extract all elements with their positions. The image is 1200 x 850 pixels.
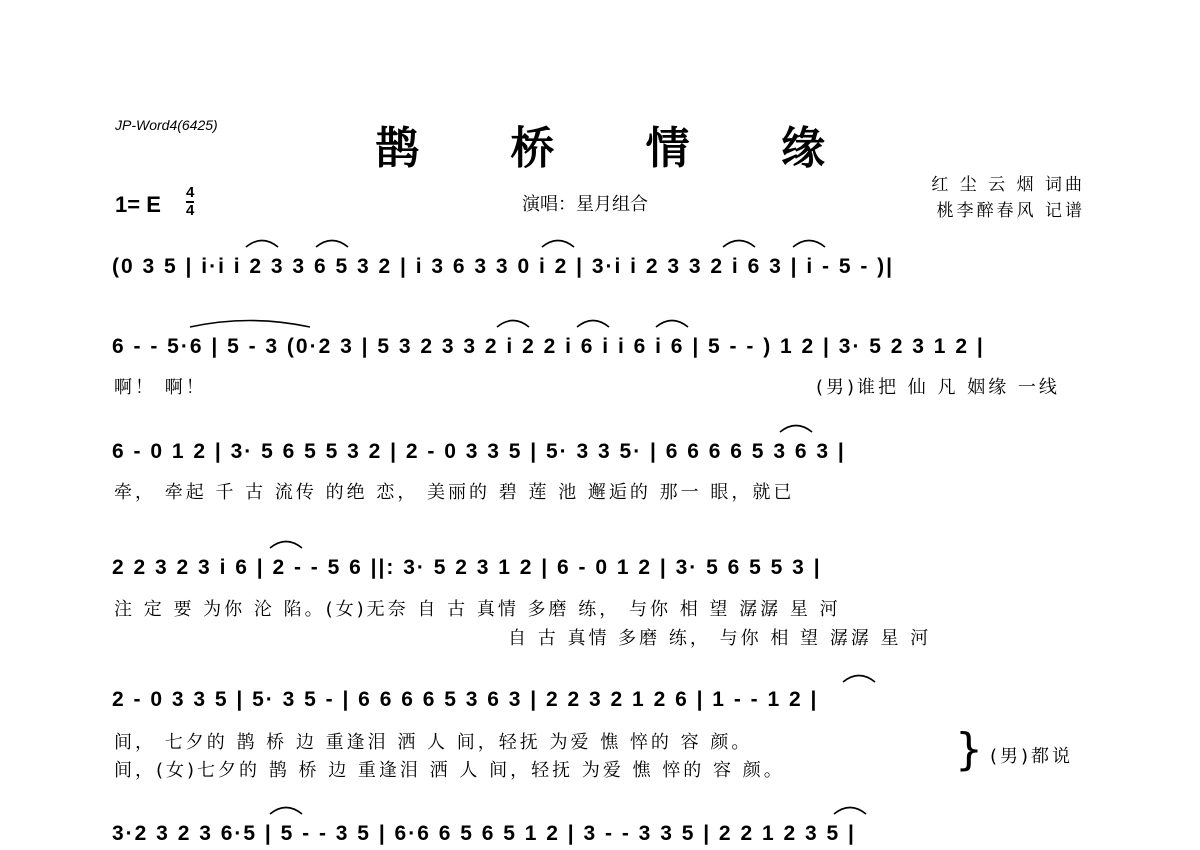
slur [834,808,866,815]
slur [723,241,755,248]
slur [190,321,310,328]
transcriber-credit: 桃李醉春风 记谱 [936,201,1085,221]
lyric-line-2a: 啊！ 啊！ [114,377,207,398]
slur [316,241,348,248]
singer-credit: 演唱：星月组合 [522,194,648,215]
lyric-line-4b: 自 古 真情 多磨 练， 与你 相 望 潺潺 星 河 [508,628,932,649]
notation-line-5: 2 - 0 3 3 5 | 5· 3 5 - | 6 6 6 6 5 3 6 3 | 2 2 3 2 1 2 6 | 1 - - 1 2 | [112,688,819,711]
time-signature-top: 4 [186,184,195,201]
source-label: JP-Word4(6425) [115,117,218,133]
lyric-line-2b: (男)谁把 仙 凡 姻缘 一线 [816,377,1060,398]
notation-line-4: 2 2 3 2 3 i 6 | 2 - - 5 6 ||: 3· 5 2 3 1 2 | 6 - 0 1 2 | 3· 5 6 5 5 3 | [112,556,822,579]
slur [793,241,825,248]
notation-line-1: (0 3 5 | i·i i 2 3 3 6 5 3 2 | i 3 6 3 3 0 i 2 | 3·i i 2 3 3 2 i 6 3 | i - 5 - )| [112,255,895,278]
brace-symbol: } [955,724,983,775]
lyric-line-5b: 间，(女)七夕的 鹊 桥 边 重逢泪 洒 人 间，轻抚 为爱 憔 悴的 容 颜。 [114,760,785,781]
slur [246,241,278,248]
slur [656,321,688,328]
lyric-line-5c: (男)都说 [990,746,1074,767]
slur [843,676,875,683]
slur [497,321,529,328]
lyric-line-4a: 注 定 要 为你 沦 陷。(女)无奈 自 古 真情 多磨 练， 与你 相 望 潺潺 星 河 [114,599,841,620]
time-signature-bottom: 4 [186,202,195,219]
notation-line-3: 6 - 0 1 2 | 3· 5 6 5 5 3 2 | 2 - 0 3 3 5 | 5· 3 3 5· | 6 6 6 6 5 3 6 3 | [112,440,846,463]
key-signature: 1= E [115,192,161,217]
slur [542,241,574,248]
slur [270,542,302,549]
song-title: 鹊 桥 情 缘 [375,123,863,174]
slur [270,808,302,815]
slur [577,321,609,328]
lyricist-composer-credit: 红 尘 云 烟 词曲 [931,175,1085,195]
slur [780,426,812,433]
lyric-line-3: 牵， 牵起 千 古 流传 的绝 恋， 美丽的 碧 莲 池 邂逅的 那一 眼，就已 [114,482,795,503]
notation-line-2: 6 - - 5·6 | 5 - 3 (0·2 3 | 5 3 2 3 3 2 i 2 2 i 6 i i 6 i 6 | 5 - - ) 1 2 | 3· 5 2 3 1 2 | [112,335,985,358]
notation-line-6: 3·2 3 2 3 6·5 | 5 - - 3 5 | 6·6 6 5 6 5 1 2 | 3 - - 3 3 5 | 2 2 1 2 3 5 | [112,822,856,845]
lyric-line-5a: 间， 七夕的 鹊 桥 边 重逢泪 洒 人 间，轻抚 为爱 憔 悴的 容 颜。 [114,732,753,753]
